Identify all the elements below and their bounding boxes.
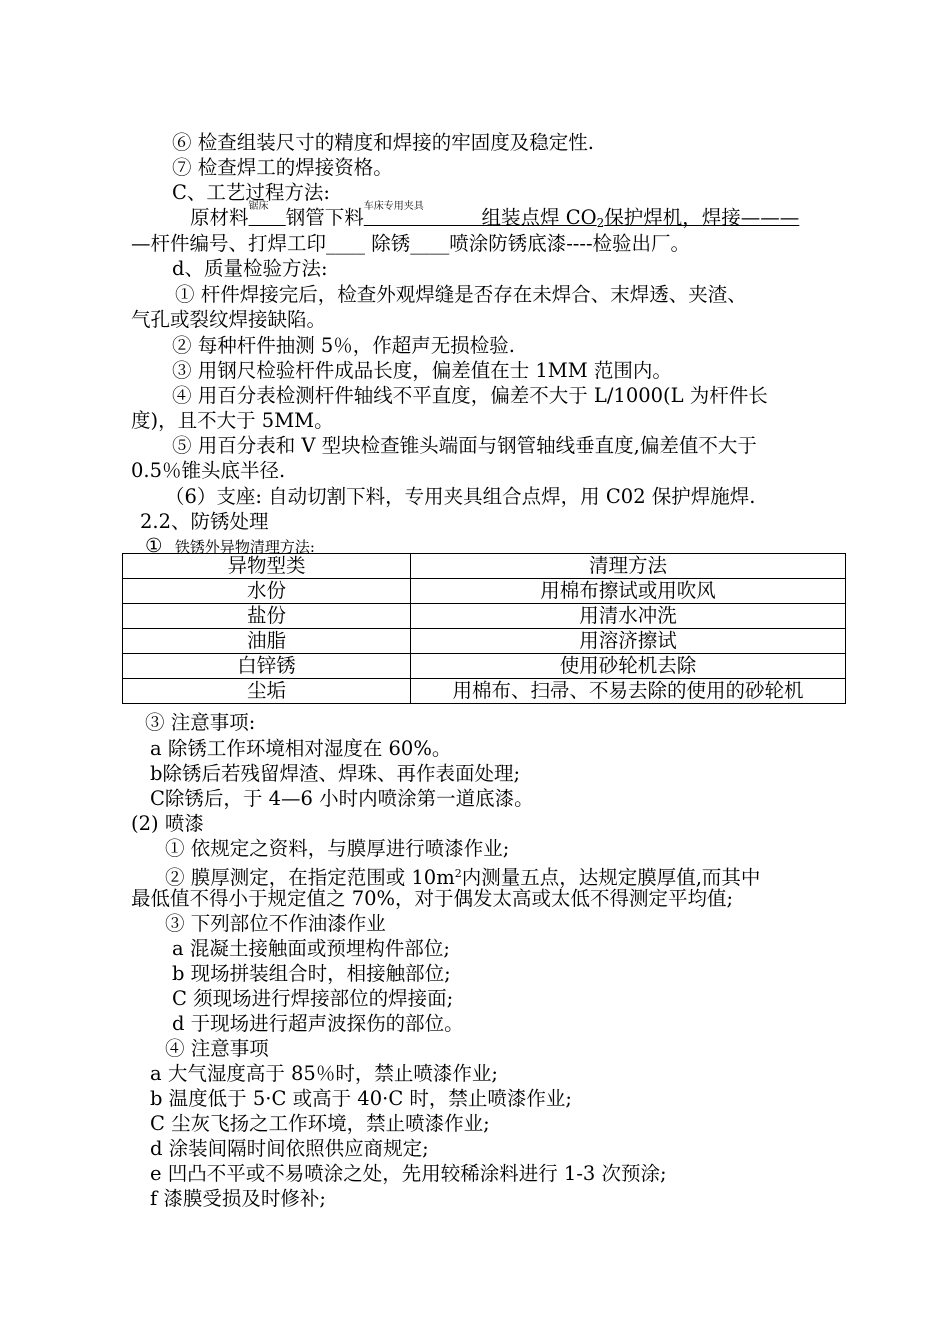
squared-superscript: 2 xyxy=(454,867,462,880)
fixture-label: 车床专用夹具 xyxy=(363,201,424,212)
quality-item-3: ③ 用钢尺检验杆件成品长度，偏差值在士 1MM 范围内。 xyxy=(172,359,672,382)
paint-note-e: e 凹凸不平或不易喷涂之处，先用较稀涂料进行 1-3 次预涂; xyxy=(150,1162,667,1185)
table-row xyxy=(123,579,846,604)
table-cell: 尘垢 xyxy=(123,679,411,704)
table-cell: 水份 xyxy=(123,579,411,604)
table-row xyxy=(123,654,846,679)
table-cell: 油脂 xyxy=(123,629,411,654)
paint-note-c: C 尘灰飞扬之工作环境，禁止喷漆作业; xyxy=(150,1112,490,1135)
table-cell: 用棉布擦试或用吹风 xyxy=(411,579,846,604)
process-text: 钢管下料 xyxy=(285,206,364,229)
fixture-step xyxy=(363,201,482,230)
quality-item-1-cont: 气孔或裂纹焊接缺陷。 xyxy=(131,308,327,331)
quality-item-4-cont: 度)，且不大于 5MM。 xyxy=(131,409,334,432)
section-c-heading: C、工艺过程方法: xyxy=(172,181,330,204)
notes-heading: ③ 注意事项: xyxy=(145,711,256,734)
process-text xyxy=(482,206,800,229)
table-row xyxy=(123,604,846,629)
painting-item-3: ③ 下列部位不作油漆作业 xyxy=(165,912,386,935)
table-header: 异物型类 xyxy=(123,554,411,579)
painting-item-2-text: ② 膜厚测定，在指定范围或 10m xyxy=(165,866,455,889)
co2-text: 组装点焊 CO xyxy=(481,206,597,229)
quality-item-5: ⑤ 用百分表和 V 型块检查锥头端面与钢管轴线垂直度,偏差值不大于 xyxy=(172,434,757,457)
quality-item-5-cont: 0.5％锥头底半径. xyxy=(131,459,286,482)
painting-item-4: ④ 注意事项 xyxy=(165,1037,269,1060)
table-header: 清理方法 xyxy=(411,554,846,579)
paint-note-f: f 漆膜受损及时修补; xyxy=(150,1187,326,1210)
no-paint-d: d 于现场进行超声波探伤的部位。 xyxy=(172,1012,464,1035)
rust-cleaning-table xyxy=(122,553,846,704)
process-text: 原材料 xyxy=(190,206,249,229)
no-paint-c: C 须现场进行焊接部位的焊接面; xyxy=(172,987,454,1010)
table-cell: 盐份 xyxy=(123,604,411,629)
table-cell: 白锌锈 xyxy=(123,654,411,679)
painting-item-2-cont: 最低值不得小于规定值之 70%，对于偶发太高或太低不得测定平均值; xyxy=(131,887,734,910)
process-flow-line-2: —杆件编号、打焊工印____ 除锈____喷涂防锈底漆----检验出厂。 xyxy=(131,232,691,255)
table-cell: 用溶济擦试 xyxy=(411,629,846,654)
no-paint-a: a 混凝土接触面或预埋构件部位; xyxy=(172,937,450,960)
quality-item-2: ② 每种杆件抽测 5％，作超声无损检验. xyxy=(172,334,516,357)
support-item: （6）支座: 自动切割下料，专用夹具组合点焊，用 C02 保护焊施焊. xyxy=(165,485,756,508)
check-item-7: ⑦ 检查焊工的焊接资格。 xyxy=(172,156,393,179)
section-d-heading: d、质量检验方法: xyxy=(172,257,328,280)
circle-1: ① xyxy=(145,534,163,557)
table-header-row xyxy=(123,554,846,579)
paint-note-d: d 涂装间隔时间依照供应商规定; xyxy=(150,1137,429,1160)
rust-cleanup-label: 铁锈外异物清理方法: xyxy=(174,538,315,556)
table-cell: 用清水冲洗 xyxy=(411,604,846,629)
section-2-2-heading: 2.2、防锈处理 xyxy=(140,510,269,533)
note-c: C除锈后，于 4—6 小时内喷涂第一道底漆。 xyxy=(150,787,534,810)
quality-item-4: ④ 用百分表检测杆件轴线不平直度，偏差不大于 L/1000(L 为杆件长 xyxy=(172,384,768,407)
note-a: a 除锈工作环境相对湿度在 60%。 xyxy=(150,737,452,760)
no-paint-b: b 现场拼装组合时，相接触部位; xyxy=(172,962,451,985)
painting-item-2-text-end: 内测量五点，达规定膜厚值,而其中 xyxy=(461,866,761,889)
table-row xyxy=(123,679,846,704)
saw-step xyxy=(248,201,286,230)
table-row xyxy=(123,629,846,654)
quality-item-1: ① 杆件焊接完后，检查外观焊缝是否存在未焊合、末焊透、夹渣、 xyxy=(175,283,747,306)
painting-item-1: ① 依规定之资料，与膜厚进行喷漆作业; xyxy=(165,837,510,860)
table-cell: 使用砂轮机去除 xyxy=(411,654,846,679)
paint-note-a: a 大气湿度高于 85％时，禁止喷漆作业; xyxy=(150,1062,498,1085)
saw-label: 锯床 xyxy=(248,201,269,212)
process-text-end: 保护焊机，焊接——— xyxy=(604,206,800,229)
painting-heading: (2) 喷漆 xyxy=(131,812,204,835)
table-cell: 用棉布、扫帚、不易去除的使用的砂轮机 xyxy=(411,679,846,704)
check-item-6: ⑥ 检查组装尺寸的精度和焊接的牢固度及稳定性. xyxy=(172,131,594,154)
note-b: b除锈后若残留焊渣、焊珠、再作表面处理; xyxy=(150,762,521,785)
co2-subscript: 2 xyxy=(596,216,605,230)
paint-note-b: b 温度低于 5·C 或高于 40·C 时，禁止喷漆作业; xyxy=(150,1087,573,1110)
